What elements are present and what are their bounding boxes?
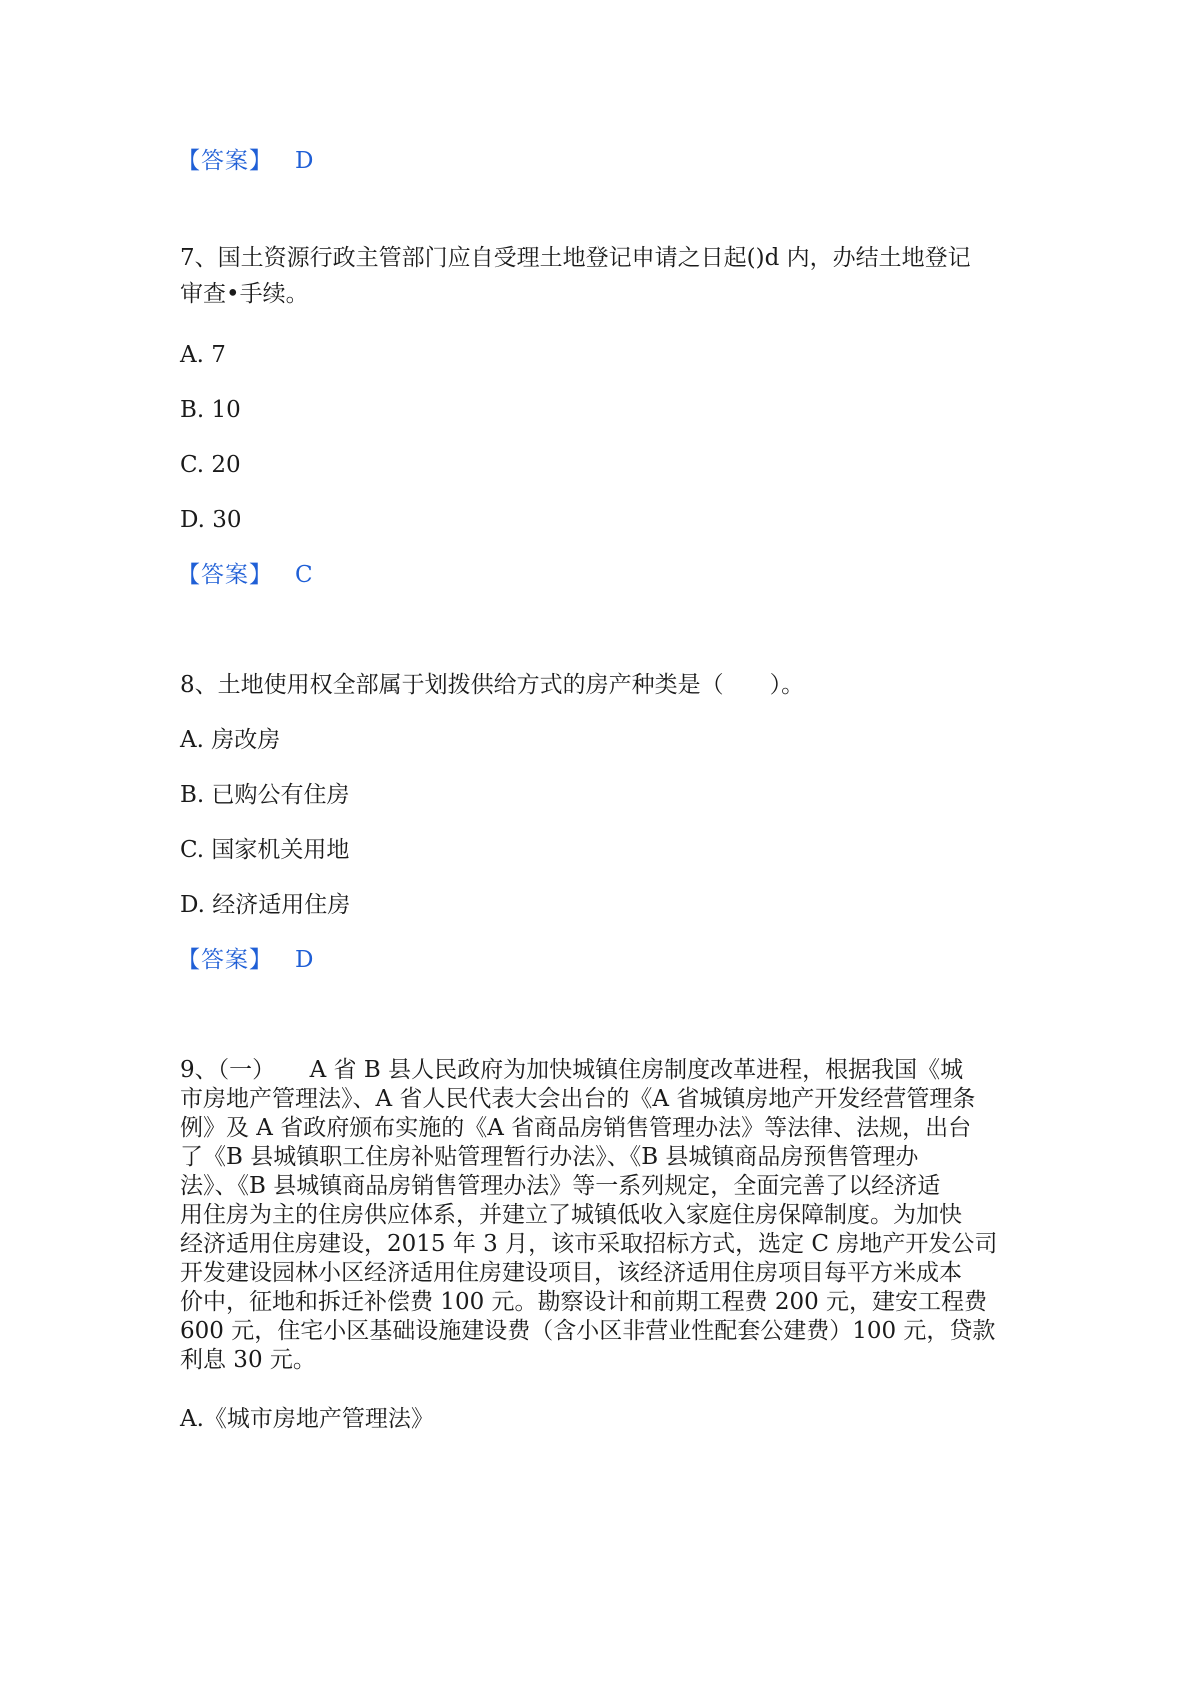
answer-line bbox=[177, 945, 313, 975]
answer-label: 【答案】 bbox=[177, 562, 273, 588]
question-7-stem-line-2: 审查•手续。 bbox=[180, 281, 309, 307]
question-9-line: 价中，征地和拆迁补偿费 100 元。勘察设计和前期工程费 200 元，建安工程费 bbox=[180, 1289, 988, 1315]
answer-value: D bbox=[295, 947, 314, 973]
question-7-option-d: D. 30 bbox=[180, 507, 242, 533]
question-9-line: 利息 30 元。 bbox=[180, 1347, 316, 1373]
answer-value: D bbox=[295, 148, 314, 174]
question-8-stem: 8、土地使用权全部属于划拨供给方式的房产种类是（ ）。 bbox=[180, 672, 805, 698]
answer-value: C bbox=[295, 562, 313, 588]
question-7-option-c: C. 20 bbox=[180, 452, 241, 478]
question-9-line: 例》及 A 省政府颁布实施的《A 省商品房销售管理办法》等法律、法规，出台 bbox=[180, 1115, 972, 1141]
question-8-option-b: B. 已购公有住房 bbox=[180, 782, 350, 808]
question-7-option-b: B. 10 bbox=[180, 397, 241, 423]
answer-line bbox=[177, 146, 313, 176]
question-9-line: 法》、《B 县城镇商品房销售管理办法》等一系列规定，全面完善了以经济适 bbox=[180, 1173, 941, 1199]
answer-line bbox=[177, 560, 313, 590]
question-9-line: 9、（一） A 省 B 县人民政府为加快城镇住房制度改革进程，根据我国《城 bbox=[180, 1057, 964, 1083]
question-8-option-a: A. 房改房 bbox=[180, 727, 281, 753]
question-8-option-d: D. 经济适用住房 bbox=[180, 892, 351, 918]
answer-label: 【答案】 bbox=[177, 148, 273, 174]
question-7-option-a: A. 7 bbox=[180, 342, 226, 368]
question-9-line: 开发建设园林小区经济适用住房建设项目，该经济适用住房项目每平方米成本 bbox=[180, 1260, 962, 1286]
question-9-line: 了《B 县城镇职工住房补贴管理暂行办法》、《B 县城镇商品房预售管理办 bbox=[180, 1144, 919, 1170]
question-9-line: 市房地产管理法》、A 省人民代表大会出台的《A 省城镇房地产开发经营管理条 bbox=[180, 1086, 976, 1112]
question-9-line: 经济适用住房建设，2015 年 3 月，该市采取招标方式，选定 C 房地产开发公司 bbox=[180, 1231, 998, 1257]
question-7-stem-line-1: 7、国土资源行政主管部门应自受理土地登记申请之日起()d 内，办结土地登记 bbox=[180, 245, 971, 271]
question-9-line: 用住房为主的住房供应体系，并建立了城镇低收入家庭住房保障制度。为加快 bbox=[180, 1202, 962, 1228]
answer-label: 【答案】 bbox=[177, 947, 273, 973]
question-8-option-c: C. 国家机关用地 bbox=[180, 837, 350, 863]
question-9-option-a: A.《城市房地产管理法》 bbox=[180, 1406, 434, 1432]
question-9-line: 600 元，住宅小区基础设施建设费（含小区非营业性配套公建费）100 元，贷款 bbox=[180, 1318, 996, 1344]
